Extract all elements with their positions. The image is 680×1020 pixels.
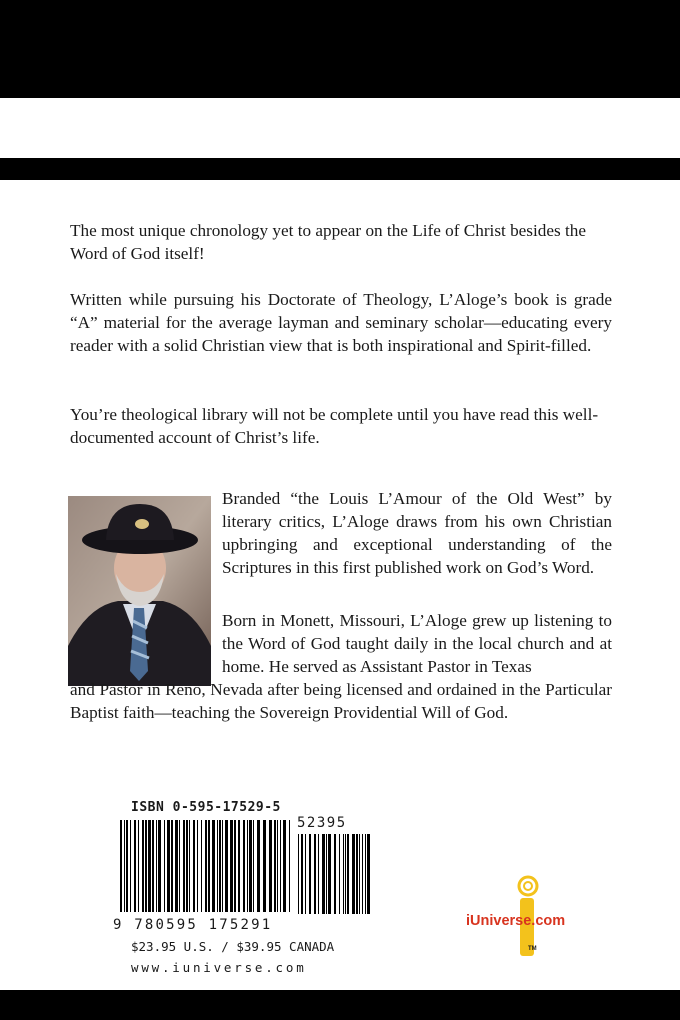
blurb-paragraph-1: The most unique chronology yet to appear on the Life of Christ besides the Word of God itself!	[70, 221, 586, 263]
barcode-bar	[277, 820, 278, 912]
barcode-bar	[130, 820, 131, 912]
barcode-bar	[280, 820, 281, 912]
barcode-bar	[257, 820, 260, 912]
barcode-addon-bar	[365, 834, 366, 914]
barcode-bar	[120, 820, 122, 912]
author-photo	[68, 496, 211, 686]
barcode-bar	[189, 820, 190, 912]
barcode-addon-bar	[318, 834, 319, 914]
barcode-bar	[152, 820, 154, 912]
barcode-bar	[197, 820, 198, 912]
barcode-addon-bar	[359, 834, 360, 914]
barcode-bar	[249, 820, 252, 912]
barcode-addon-digits: 52395	[297, 815, 347, 831]
publisher-name: iUniverse.com	[466, 913, 566, 929]
bio-paragraph-1: Branded “the Louis L’Amour of the Old West” by literary critics, L’Aloge draws from his own Christian upbringing and exceptional understanding of the Scriptures in this first published work on God’s Word.	[222, 489, 612, 577]
bio-paragraph-2-bottom: and Pastor in Reno, Nevada after being licensed and ordained in the Particular Baptist faith—teaching the Sovereign Providential Will of God.	[70, 680, 612, 722]
barcode-bar	[138, 820, 139, 912]
barcode-bar	[274, 820, 276, 912]
barcode-bar	[193, 820, 195, 912]
barcode-bar	[201, 820, 202, 912]
barcode-addon-bar	[322, 834, 325, 914]
bio-paragraph-2-top: Born in Monett, Missouri, L’Aloge grew up listening to the Word of God taught daily in the local church and at home. He served as Assistant Pastor in Texas	[222, 611, 612, 676]
bottom-black-band	[0, 990, 680, 1020]
barcode-addon-bar	[326, 834, 327, 914]
barcode-addon-bar	[309, 834, 311, 914]
barcode-bar	[158, 820, 161, 912]
barcode-bar	[175, 820, 178, 912]
barcode-bar	[225, 820, 228, 912]
barcode-addon-bar	[356, 834, 358, 914]
barcode-bar	[148, 820, 151, 912]
barcode-bar	[142, 820, 144, 912]
barcode-bar	[164, 820, 165, 912]
barcode-addon-bar	[339, 834, 340, 914]
blurb-paragraph-2: Written while pursuing his Doctorate of Theology, L’Aloge’s book is grade “A” material for the average layman and seminary scholar—educating every reader with a solid Christian view that is both inspirational and Spirit-filled.	[70, 290, 612, 355]
barcode-bar	[269, 820, 272, 912]
barcode-addon-bar	[334, 834, 336, 914]
barcode-addon-bar	[298, 834, 299, 914]
barcode-bar	[171, 820, 173, 912]
barcode-bar	[217, 820, 218, 912]
barcode-digits: 9 780595 175291	[113, 917, 273, 933]
barcode-addon-bar	[301, 834, 303, 914]
isbn-label: ISBN 0-595-17529-5	[131, 800, 281, 815]
barcode-bar	[124, 820, 125, 912]
barcode-bar	[263, 820, 266, 912]
barcode-bar	[212, 820, 215, 912]
barcode-bar	[145, 820, 147, 912]
barcode-bar	[253, 820, 254, 912]
barcode-bar	[219, 820, 221, 912]
barcode-addon-bar	[362, 834, 363, 914]
blurb-paragraph-3: You’re theological library will not be complete until you have read this well-documented account of Christ’s life.	[70, 405, 599, 447]
barcode-bar	[156, 820, 157, 912]
barcode-bar	[126, 820, 128, 912]
barcode-bar	[167, 820, 170, 912]
barcode-bar	[134, 820, 136, 912]
barcode-addon-bar	[328, 834, 331, 914]
barcode-bar	[238, 820, 240, 912]
barcode-bar	[222, 820, 223, 912]
barcode-bar	[186, 820, 188, 912]
barcode-bar	[289, 820, 290, 912]
barcode-addon-bar	[305, 834, 306, 914]
barcode-addon-bar	[367, 834, 370, 914]
isbn-barcode	[120, 820, 370, 920]
barcode-addon-bar	[314, 834, 316, 914]
trademark-mark: TM	[528, 946, 537, 952]
barcode-addon-bar	[347, 834, 349, 914]
barcode-bar	[234, 820, 236, 912]
barcode-bar	[247, 820, 248, 912]
barcode-bar	[283, 820, 286, 912]
website-url: www.iuniverse.com	[131, 960, 307, 975]
barcode-bar	[243, 820, 245, 912]
divider-black-band	[0, 158, 680, 180]
barcode-bar	[183, 820, 185, 912]
barcode-addon-bar	[345, 834, 346, 914]
barcode-addon-bar	[343, 834, 344, 914]
barcode-bar	[179, 820, 180, 912]
author-portrait-illustration	[68, 496, 211, 686]
barcode-bar	[230, 820, 233, 912]
barcode-bar	[208, 820, 210, 912]
barcode-addon-bar	[352, 834, 355, 914]
barcode-bar	[205, 820, 207, 912]
top-black-band	[0, 0, 680, 98]
price-label: $23.95 U.S. / $39.95 CANADA	[131, 939, 335, 954]
